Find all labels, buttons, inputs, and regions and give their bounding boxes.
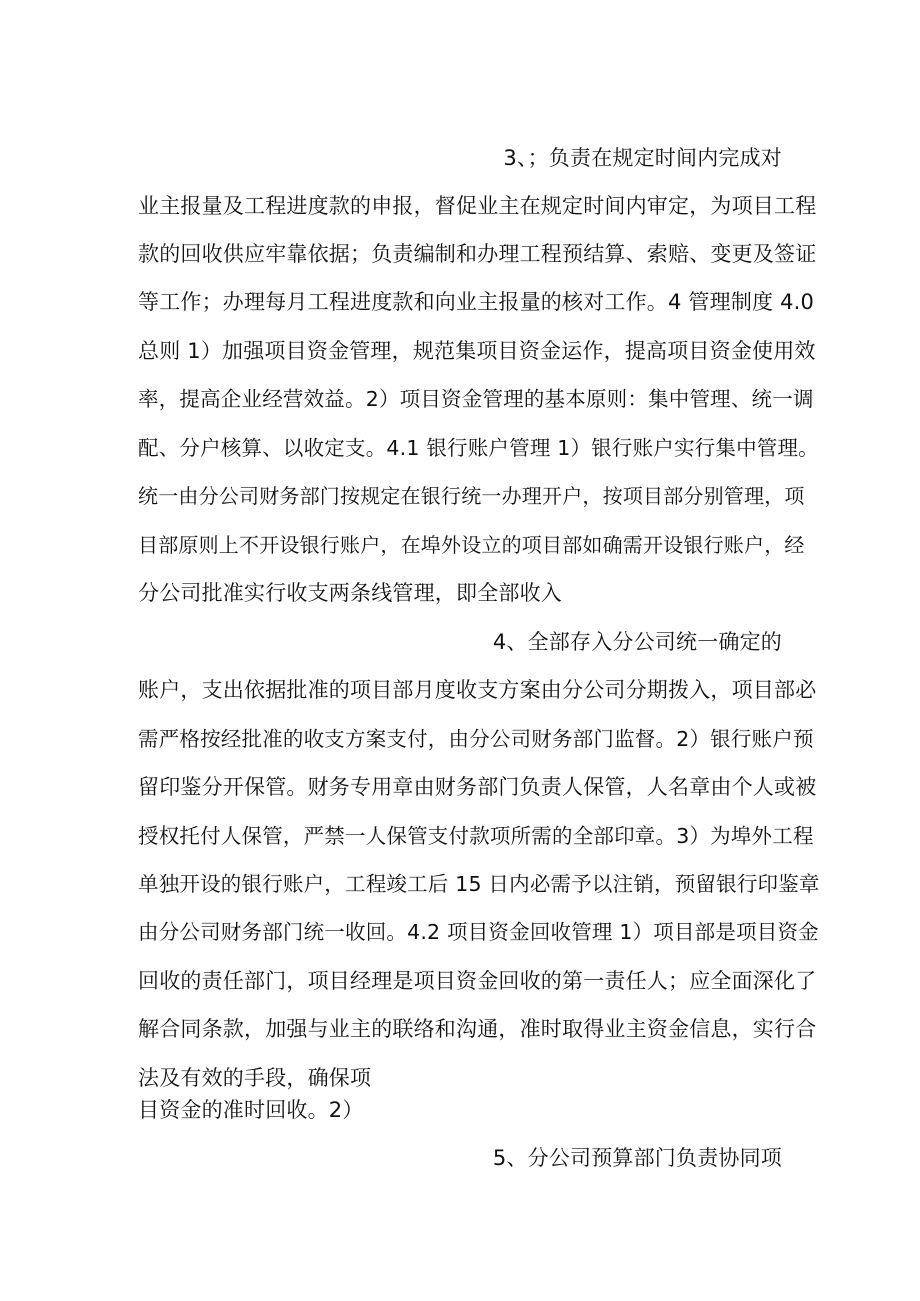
paragraph-3-line: 分公司批准实行收支两条线管理，即全部收入: [138, 581, 562, 605]
paragraph-4-line: 目资金的准时回收。2）: [138, 1098, 364, 1122]
paragraph-4-line: 授权托付人保管，严禁一人保管支付款项所需的全部印章。3）为埠外工程: [138, 824, 814, 848]
paragraph-4-line: 由分公司财务部门统一收回。4.2 项目资金回收管理 1）项目部是项目资金: [138, 920, 819, 944]
paragraph-3-line: 配、分户核算、以收定支。4.1 银行账户管理 1）银行账户实行集中管理。: [138, 436, 819, 460]
paragraph-3-line: 业主报量及工程进度款的申报，督促业主在规定时间内审定，为项目工程: [138, 194, 817, 218]
paragraph-4-heading: 4、全部存入分公司统一确定的: [492, 630, 782, 654]
paragraph-4-line: 账户，支出依据批准的项目部月度收支方案由分公司分期拨入，项目部必: [138, 678, 817, 702]
paragraph-4-line: 解合同条款，加强与业主的联络和沟通，准时取得业主资金信息，实行合: [138, 1017, 817, 1041]
paragraph-3-line: 款的回收供应牢靠依据；负责编制和办理工程预结算、索赔、变更及签证: [138, 242, 817, 266]
paragraph-3-line: 总则 1）加强项目资金管理，规范集项目资金运作，提高项目资金使用效: [138, 339, 816, 363]
paragraph-3-line: 目部原则上不开设银行账户，在埠外设立的项目部如确需开设银行账户，经: [138, 533, 805, 557]
paragraph-3-heading: 3、；负责在规定时间内完成对: [503, 146, 782, 170]
paragraph-4-line: 单独开设的银行账户，工程竣工后 15 日内必需予以注销，预留银行印鉴章: [138, 872, 820, 896]
paragraph-3-line: 等工作；办理每月工程进度款和向业主报量的核对工作。4 管理制度 4.0: [138, 290, 815, 314]
paragraph-4-line: 回收的责任部门，项目经理是项目资金回收的第一责任人；应全面深化了: [138, 969, 817, 993]
paragraph-3-line: 统一由分公司财务部门按规定在银行统一办理开户，按项目部分别管理，项: [138, 484, 805, 508]
paragraph-4-line: 法及有效的手段，确保项: [138, 1066, 372, 1090]
paragraph-4-line: 留印鉴分开保管。财务专用章由财务部门负责人保管，人名章由个人或被: [138, 775, 817, 799]
paragraph-3-line: 率，提高企业经营效益。2）项目资金管理的基本原则：集中管理、统一调: [138, 387, 814, 411]
paragraph-5-heading: 5、分公司预算部门负责协同项: [492, 1146, 782, 1170]
paragraph-4-line: 需严格按经批准的收支方案支付，由分公司财务部门监督。2）银行账户预: [138, 727, 814, 751]
